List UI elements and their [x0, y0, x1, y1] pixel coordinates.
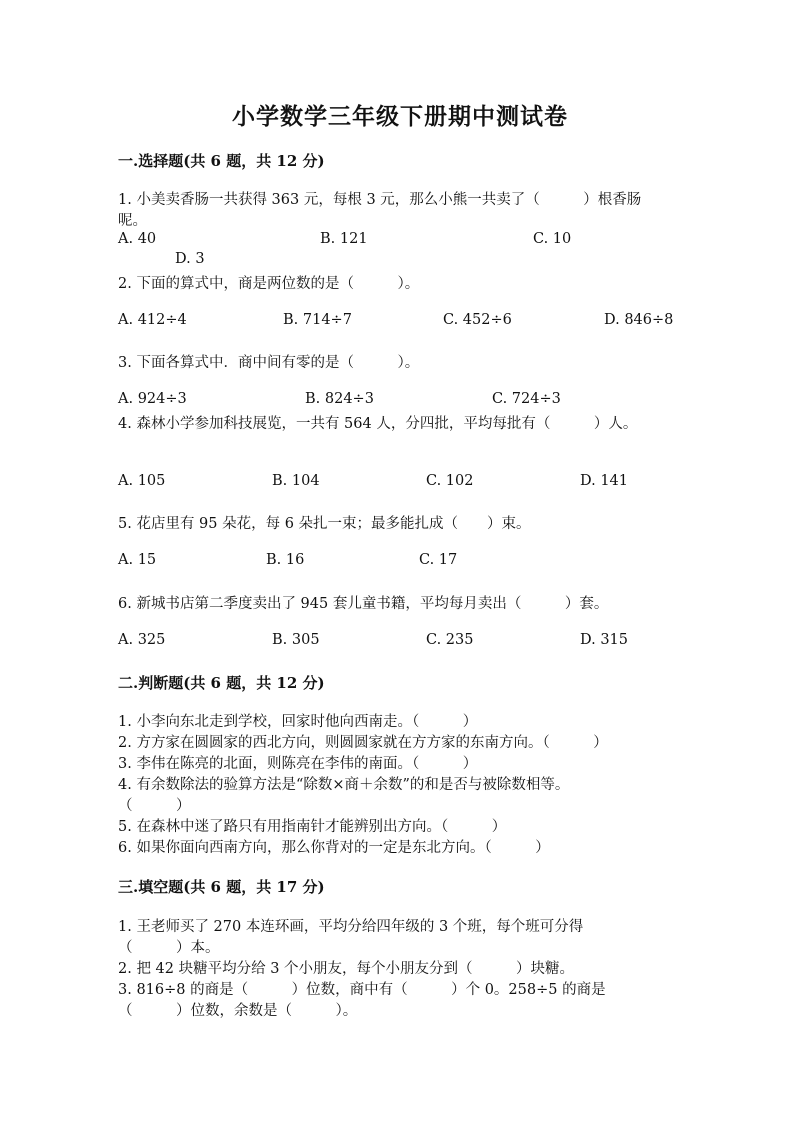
- page-title: 小学数学三年级下册期中测试卷: [232, 103, 568, 130]
- question-2-option-d: D. 846÷8: [604, 312, 674, 328]
- question-2-option-c: C. 452÷6: [443, 312, 512, 328]
- question-1-option-a: A. 40: [118, 231, 157, 247]
- section-heading-fill-blank: 三.填空题(共 6 题，共 17 分): [118, 878, 325, 896]
- question-2-text: 2. 下面的算式中，商是两位数的是（ ）。: [118, 276, 420, 292]
- question-4-text: 4. 森林小学参加科技展览，一共有 564 人，分四批，平均每批有（ ）人。: [118, 416, 638, 432]
- question-1-option-d: D. 3: [175, 251, 205, 267]
- section-heading-judgement: 二.判断题(共 6 题，共 12 分): [118, 674, 325, 692]
- question-5-option-a: A. 15: [118, 552, 157, 568]
- section-heading-choice: 一.选择题(共 6 题，共 12 分): [118, 152, 325, 170]
- judgement-3: 3. 李伟在陈亮的北面，则陈亮在李伟的南面。（ ）: [118, 756, 478, 772]
- question-1-text-cont: 呢。: [118, 213, 147, 229]
- question-1-option-c: C. 10: [533, 231, 572, 247]
- judgement-5: 5. 在森林中迷了路只有用指南针才能辨别出方向。（ ）: [118, 819, 507, 835]
- question-4-option-a: A. 105: [118, 473, 166, 489]
- question-2-option-a: A. 412÷4: [118, 312, 187, 328]
- question-4-option-b: B. 104: [272, 473, 320, 489]
- question-1-option-b: B. 121: [320, 231, 368, 247]
- question-6-option-c: C. 235: [426, 632, 474, 648]
- fill-blank-3-cont: （ ）位数，余数是（ ）。: [118, 1003, 358, 1019]
- question-3-text: 3. 下面各算式中．商中间有零的是（ ）。: [118, 355, 420, 371]
- judgement-1: 1. 小李向东北走到学校，回家时他向西南走。（ ）: [118, 714, 478, 730]
- question-4-option-c: C. 102: [426, 473, 474, 489]
- fill-blank-3: 3. 816÷8 的商是（ ）位数，商中有（ ）个 0。258÷5 的商是: [118, 982, 606, 998]
- question-1-text: 1. 小美卖香肠一共获得 363 元，每根 3 元，那么小熊一共卖了（ ）根香肠: [118, 192, 642, 208]
- judgement-4-cont: （ ）: [118, 798, 191, 814]
- question-2-option-b: B. 714÷7: [283, 312, 352, 328]
- question-4-option-d: D. 141: [580, 473, 629, 489]
- fill-blank-1: 1. 王老师买了 270 本连环画，平均分给四年级的 3 个班，每个班可分得: [118, 919, 584, 935]
- question-3-option-b: B. 824÷3: [305, 391, 374, 407]
- question-5-option-c: C. 17: [419, 552, 458, 568]
- question-6-option-d: D. 315: [580, 632, 629, 648]
- question-3-option-a: A. 924÷3: [118, 391, 187, 407]
- fill-blank-1-cont: （ ）本。: [118, 940, 220, 956]
- question-6-text: 6. 新城书店第二季度卖出了 945 套儿童书籍，平均每月卖出（ ）套。: [118, 596, 609, 612]
- question-6-option-a: A. 325: [118, 632, 166, 648]
- question-3-option-c: C. 724÷3: [492, 391, 561, 407]
- judgement-4: 4. 有余数除法的验算方法是“除数×商＋余数”的和是否与被除数相等。: [118, 777, 570, 793]
- question-5-option-b: B. 16: [266, 552, 305, 568]
- question-5-text: 5. 花店里有 95 朵花，每 6 朵扎一束；最多能扎成（ ）束。: [118, 516, 531, 532]
- judgement-6: 6. 如果你面向西南方向，那么你背对的一定是东北方向。（ ）: [118, 840, 550, 856]
- question-6-option-b: B. 305: [272, 632, 320, 648]
- fill-blank-2: 2. 把 42 块糖平均分给 3 个小朋友，每个小朋友分到（ ）块糖。: [118, 961, 575, 977]
- judgement-2: 2. 方方家在圆圆家的西北方向，则圆圆家就在方方家的东南方向。（ ）: [118, 735, 608, 751]
